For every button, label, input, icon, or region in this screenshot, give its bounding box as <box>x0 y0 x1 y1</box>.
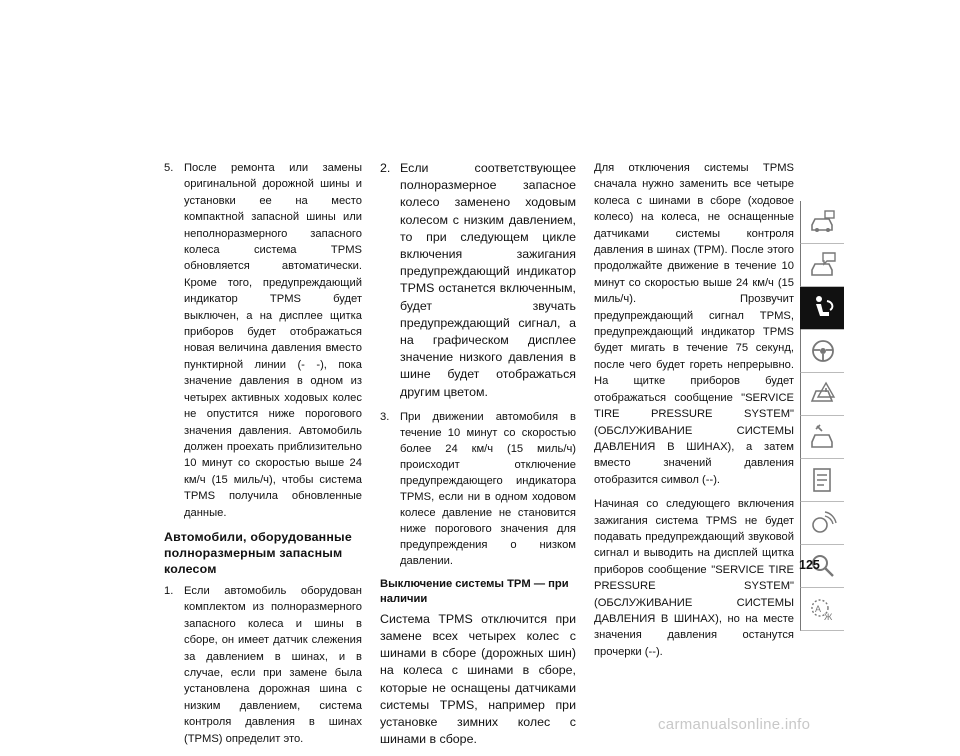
watermark-text: carmanualsonline.info <box>658 716 811 733</box>
tab-airbag-seat[interactable] <box>800 287 844 330</box>
tab-language[interactable] <box>800 588 844 631</box>
list-number: 2. <box>380 161 391 175</box>
section-subheading: Выключение системы TPM — при наличии <box>380 577 569 605</box>
car-message-icon <box>808 250 838 280</box>
list-item-2 <box>380 160 576 401</box>
airbag-seat-icon <box>808 293 838 323</box>
list-text: Если соответствующее полноразмерное запасное колесо заменено ходовым колесом с низким давлением, то при следующем цикле включения зажигания предупреждающий индикатор TPMS останется включенным, будет звучать предупреждающий сигнал, а на графическом дисплее значение низкого давления в шине будет отображаться другим цветом. <box>400 161 576 399</box>
car-service-icon <box>808 422 838 452</box>
svg-text:Ж: Ж <box>823 612 832 622</box>
list-text: После ремонта или замены оригинальной дорожной шины и установки ее на место компактной запасной шины или неполноразмерного запасного колеса система TPMS обновляется автоматически. Кроме того, предупреждающий индикатор TPMS будет выключен, а на дисплее щитка приборов будет отображаться новая величина давления вместо пунктирной линии (- -), пока значение давления в одном из четырех активных ходовых колес не опустится ниже порогового значения давления. Автомобиль должен проехать приблизительно 10 минут со скоростью выше 24 км/ч (15 миль/ч), чтобы система TPMS получила обновленные данные. <box>184 162 362 519</box>
text-column-2 <box>380 160 576 756</box>
tab-steering[interactable] <box>800 330 844 373</box>
list-number: 1. <box>164 584 174 597</box>
tab-car-message[interactable] <box>800 244 844 287</box>
steering-wheel-icon <box>808 336 838 366</box>
tab-warning-car[interactable] <box>800 373 844 416</box>
multimedia-icon <box>808 508 838 538</box>
tab-car-info[interactable] <box>800 201 844 244</box>
body-paragraph-2: Начиная со следующего включения зажигания система TPMS не будет подавать предупреждающий звуковой сигнал и выводить на дисплей щитка приборов сообщение "SERVICE TIRE PRESSURE SYSTEM" (ОБСЛУЖИВАНИЕ СИСТЕМЫ ДАВЛЕНИЯ В ШИНАХ), но на месте значения давления останутся прочерки (--). <box>594 498 794 658</box>
page-number: 125 <box>799 558 820 572</box>
body-paragraph-1: Для отключения системы TPMS сначала нужно заменить все четыре колеса с шинами в сборе (ходовое колесо) на колеса, не оснащенные датчиками системы контроля давления в шинах (TPM). После этого продолжайте движение в течение 10 минут со скоростью выше 24 км/ч (15 миль/ч). Прозвучит предупреждающий сигнал TPMS, предупреждающий индикатор TPMS будет мигать в течение 75 секунд, после чего будет гореть непрерывно. На щитке приборов будет отображаться сообщение "SERVICE TIRE PRESSURE SYSTEM" (ОБСЛУЖИВАНИЕ СИСТЕМЫ ДАВЛЕНИЯ В ШИНАХ), а затем вместо значений давления отобразится символ (--). <box>594 162 794 486</box>
text-column-1 <box>164 160 362 755</box>
tab-car-service[interactable] <box>800 416 844 459</box>
list-number: 3. <box>380 410 390 423</box>
list-item-3 <box>380 409 576 569</box>
warning-car-icon <box>808 379 838 409</box>
text-column-3 <box>594 160 794 668</box>
svg-text:A: A <box>814 604 821 614</box>
list-item-5 <box>164 160 362 521</box>
list-text: При движении автомобиля в течение 10 минут со скоростью более 24 км/ч (15 миль/ч) происходит отключение предупреждающего индикатора TPMS, если ни в одном ходовом колесе давление не становится ниже порогового значения для предупреждения о низком давлении. <box>400 410 576 567</box>
list-item-1 <box>164 583 362 747</box>
body-paragraph: Система TPMS отключится при замене всех четырех колес с шинами в сборе (дорожных шин) на колеса с шинами в сборе, которые не оснащены датчиками системы TPMS, например при установке зимних колес с шинами в сборе. <box>380 611 576 747</box>
tab-maintenance[interactable] <box>800 459 844 502</box>
tab-multimedia[interactable] <box>800 502 844 545</box>
section-heading: Автомобили, оборудованные полноразмерным запасным колесом <box>164 529 352 576</box>
list-number: 5. <box>164 162 174 174</box>
car-info-icon <box>808 207 838 237</box>
language-icon <box>808 594 838 624</box>
maintenance-list-icon <box>808 465 838 495</box>
list-text: Если автомобиль оборудован комплектом из полноразмерного запасного колеса и шины в сборе, он имеет датчик слежения за давлением в шинах, и в случае, если при замене была установлена дорожная шина с низким давлением, система контроля давления в шинах (TPMS) определит это. <box>184 584 362 745</box>
